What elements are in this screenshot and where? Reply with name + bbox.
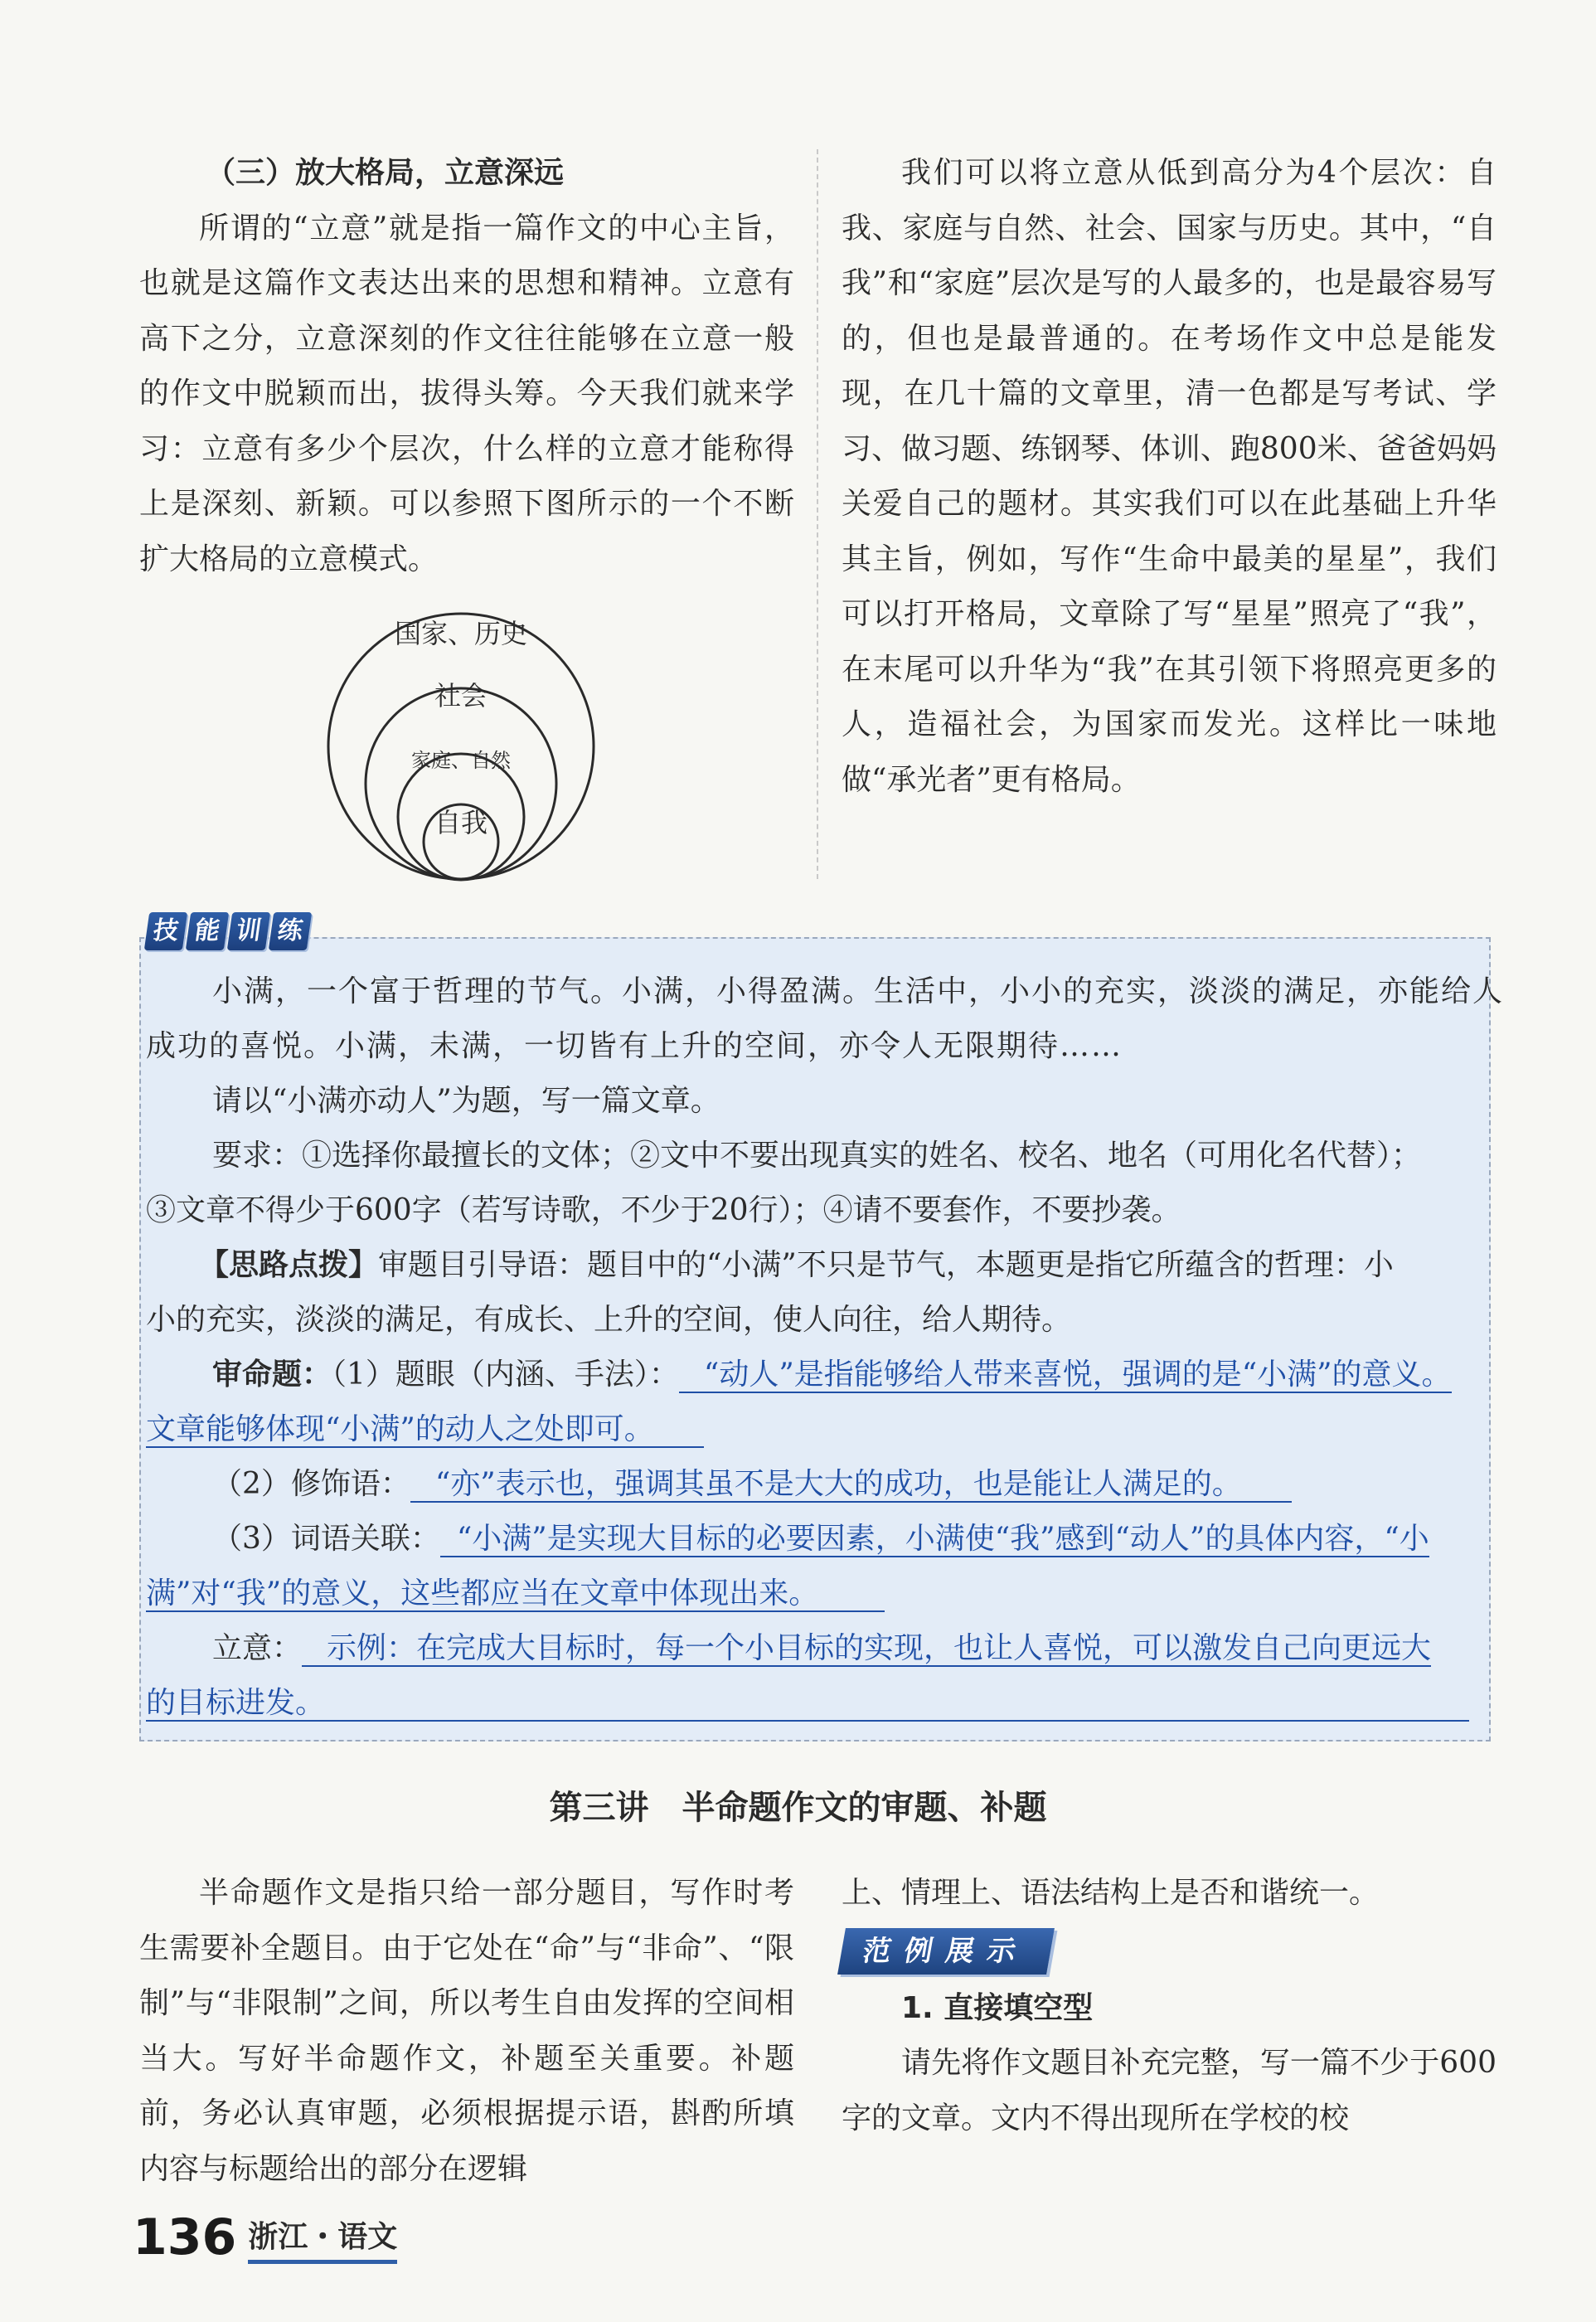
task-line: 请以“小满亦动人”为题，写一篇文章。	[212, 1084, 720, 1118]
idea-label: 立意：	[212, 1631, 303, 1665]
idea-line-2	[146, 1678, 1489, 1728]
example-paragraph: 请先将作文题目补充完整，写一篇不少于600字的文章。文内不得出现所在学校的校	[842, 2046, 1497, 2135]
page-number: 136	[133, 2208, 237, 2266]
label-nation: 国家、历史	[394, 618, 528, 649]
lecture-intro-paragraph: 半命题作文是指只给一部分题目，写作时考生需要补全题目。由于它处在“命”与“非命”、“限制”与“非限制”之间，所以考生自由发挥的空间相当大。写好半命题作文，补题至关重要。补题前，务必认真审题，必须根据提示语，斟酌所填内容与标题给出的部分在逻辑	[139, 1876, 794, 2186]
section-heading: （三）放大格局，立意深远	[206, 156, 565, 190]
lecture-right-column	[842, 1866, 1497, 2146]
q3-answer-1: “小满”是实现大目标的必要因素，小满使“我”感到“动人”的具体内容，“小	[440, 1522, 1429, 1557]
hint-label: 【思路点拨】	[199, 1248, 379, 1282]
lecture-continuation: 上、情理上、语法结构上是否和谐统一。	[842, 1876, 1380, 1910]
levels-paragraph: 我们可以将立意从低到高分为4个层次：自我、家庭与自然、社会、国家与历史。其中，“自我”和“家庭”层次是写的人最多的，也是最容易写的，但也是最普通的。在考场作文中总是能发现，在几十篇的文章里，清一色都是写考试、学习、做习题、练钢琴、体训、跑800米、爸爸妈妈关爱自己的题材。其实我们可以在此基础上升华其主旨，例如，写作“生命中最美的星星”，我们可以打开格局，文章除了写“星星”照亮了“我”，在末尾可以升华为“我”在其引领下将照亮更多的人，造福社会，为国家而发光。这样比一味地做“承光者”更有格局。	[842, 156, 1497, 797]
q3-line-2	[146, 1569, 1489, 1619]
hint-line-1	[146, 1241, 1542, 1290]
hint-line-2: 小的充实，淡淡的满足，有成长、上升的空间，使人向往，给人期待。	[146, 1303, 1072, 1337]
page-footer	[133, 2198, 397, 2264]
tag-char: 训	[227, 912, 270, 950]
tag-char: 能	[186, 912, 229, 950]
q2-line	[146, 1460, 1555, 1509]
label-society: 社会	[434, 680, 488, 712]
circle-nation	[328, 614, 594, 879]
q3-line-1	[146, 1514, 1555, 1564]
idea-answer-2: 的目标进发。	[146, 1686, 1469, 1722]
q2-answer: “亦”表示也，强调其虽不是大大的成功，也是能让人满足的。	[410, 1467, 1292, 1503]
hint-text: 审题目引导语：题目中的“小满”不只是节气，本题更是指它所蕴含的哲理：小	[378, 1248, 1394, 1282]
left-column	[139, 146, 794, 587]
lecture-title: 第三讲 半命题作文的审题、补题	[549, 1789, 1047, 1827]
idea-level-diagram	[313, 610, 609, 883]
skill-training-tag	[147, 912, 313, 954]
q1-answer-2: 文章能够体现“小满”的动人之处即可。	[146, 1412, 704, 1448]
requirement-line-1: 要求：①选择你最擅长的文体；②文中不要出现真实的姓名、校名、地名（可用化名代替）；	[212, 1139, 1422, 1173]
column-divider	[817, 149, 818, 879]
footer-subject: 浙江・语文	[248, 2217, 397, 2264]
label-family: 家庭、自然	[411, 749, 511, 772]
intro-paragraph: 所谓的“立意”就是指一篇作文的中心主旨，也就是这篇作文表达出来的思想和精神。立意有高下之分，立意深刻的作文往往能够在立意一般的作文中脱颖而出，拔得头筹。今天我们就来学习：立意有多少个层次，什么样的立意才能称得上是深刻、新颖。可以参照下图所示的一个不断扩大格局的立意模式。	[139, 211, 794, 576]
q2-label: （2）修饰语：	[212, 1467, 410, 1501]
example-subheading: 1. 直接填空型	[901, 1990, 1094, 2025]
tag-char: 练	[269, 912, 312, 950]
label-self: 自我	[434, 807, 488, 838]
q1-line-1	[146, 1350, 1555, 1400]
circle-society	[366, 688, 556, 879]
q3-answer-2: 满”对“我”的意义，这些都应当在文章中体现出来。	[146, 1576, 885, 1612]
q1-line-2	[146, 1405, 1489, 1455]
right-column	[842, 146, 1497, 808]
lecture-left-column	[139, 1866, 794, 2197]
q1-answer-1: “动人”是指能够给人带来喜悦，强调的是“小满”的意义。	[679, 1358, 1452, 1393]
q1-label: 审命题：	[212, 1358, 332, 1392]
prompt-line-1: 小满，一个富于哲理的节气。小满，小得盈满。生活中，小小的充实，淡淡的满足，亦能给人	[212, 974, 1505, 1008]
idea-line-1	[146, 1624, 1555, 1673]
example-tag: 范例展示	[837, 1928, 1055, 1975]
q1-sub-label: （1）题眼（内涵、手法）：	[332, 1358, 679, 1392]
requirement-line-2: ③文章不得少于600字（若写诗歌，不少于20行）；④请不要套作，不要抄袭。	[146, 1193, 1181, 1227]
idea-answer-1: 示例：在完成大目标时，每一个小目标的实现，也让人喜悦，可以激发自己向更远大	[302, 1631, 1431, 1667]
q3-label: （3）词语关联：	[212, 1522, 440, 1556]
tag-char: 技	[144, 912, 187, 950]
prompt-line-2: 成功的喜悦。小满，未满，一切皆有上升的空间，亦令人无限期待……	[146, 1029, 1123, 1063]
